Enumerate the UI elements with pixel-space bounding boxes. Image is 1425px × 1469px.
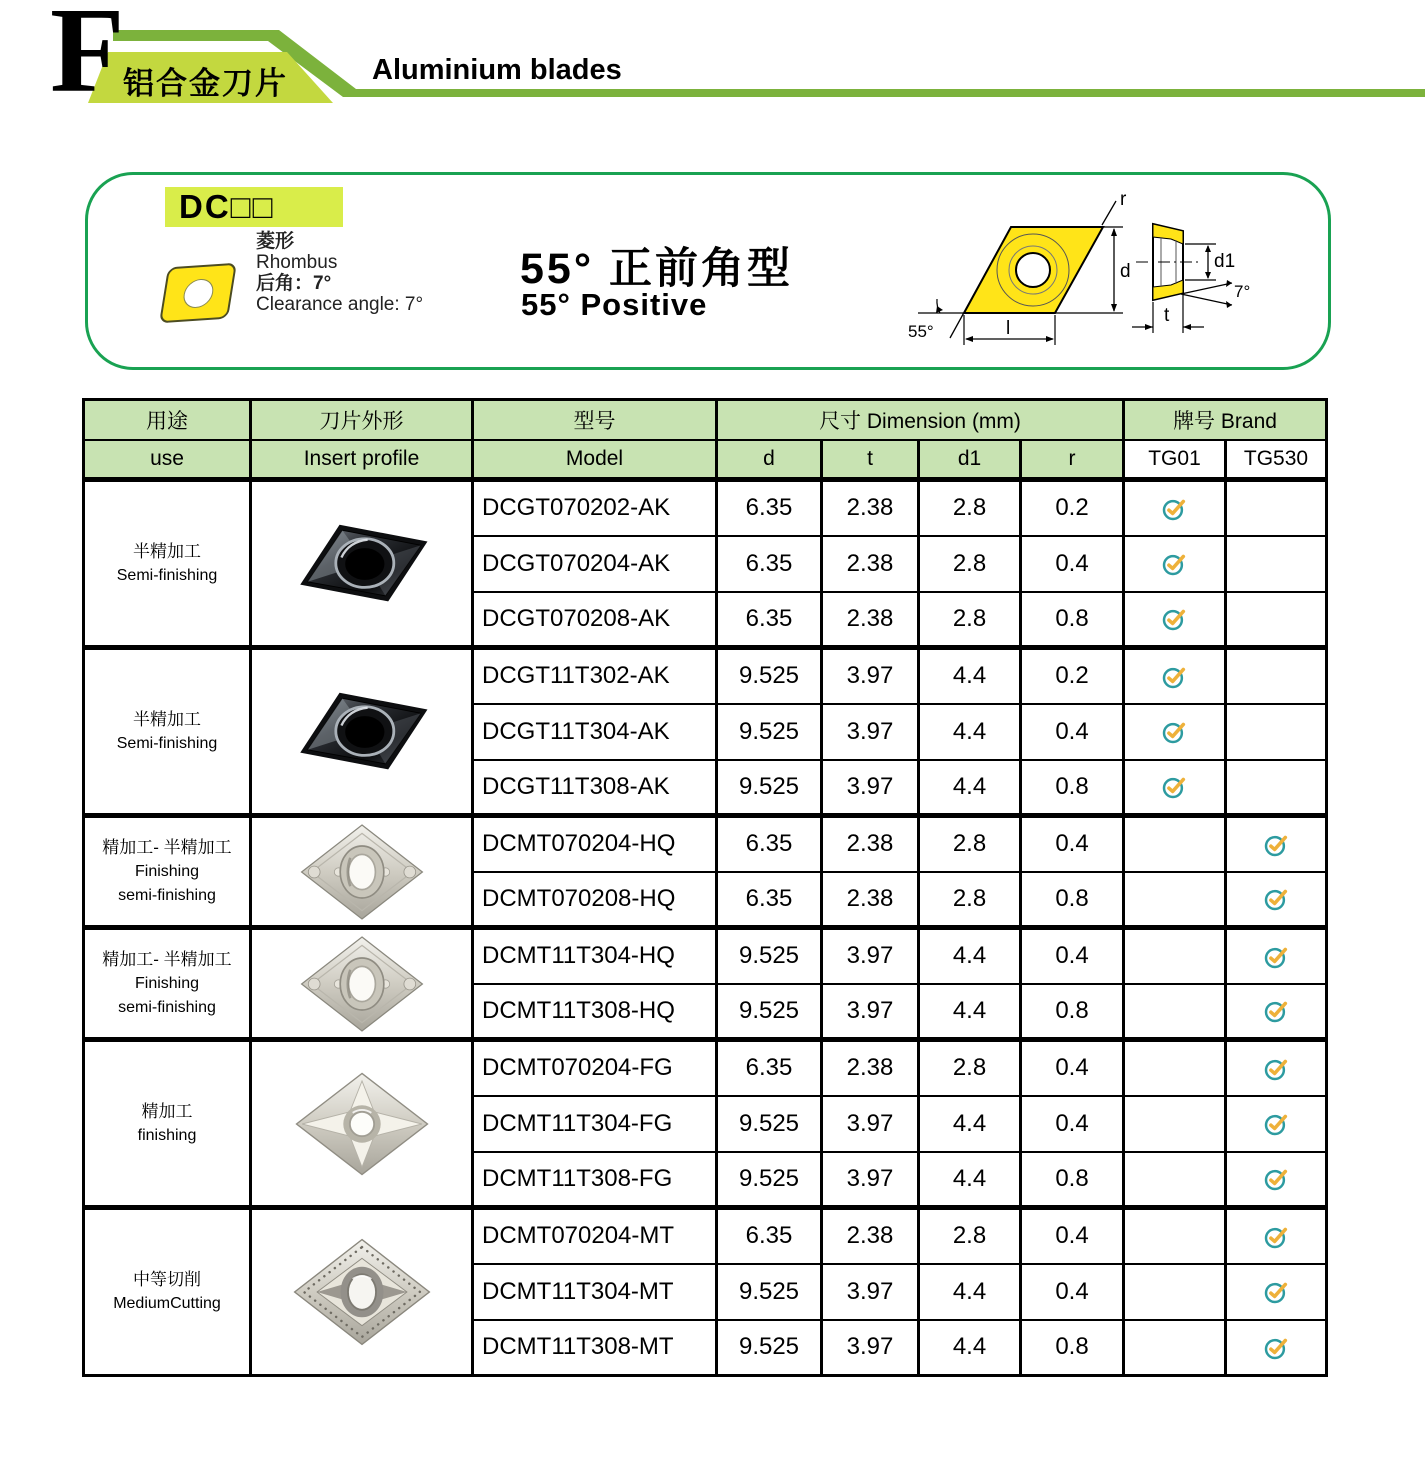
dim-d-cell: 9.525	[717, 760, 822, 816]
insert-photo-icon	[294, 932, 430, 1036]
tg530-cell	[1226, 1040, 1327, 1096]
dim-t-cell: 3.97	[822, 648, 919, 704]
dim-r-cell: 0.4	[1021, 1208, 1124, 1264]
dim-d1-cell: 4.4	[919, 648, 1021, 704]
tg01-cell	[1124, 1152, 1226, 1208]
dim-d1-cell: 4.4	[919, 760, 1021, 816]
tg01-cell	[1124, 1096, 1226, 1152]
tg530-cell	[1226, 1264, 1327, 1320]
col-header-brand: 牌号 Brand	[1124, 400, 1327, 440]
dim-d1-cell: 4.4	[919, 704, 1021, 760]
dim-label-55: 55°	[908, 322, 934, 341]
tg530-cell	[1226, 704, 1327, 760]
col-header-tg01: TG01	[1124, 440, 1226, 480]
table-group	[84, 1208, 1327, 1376]
dim-t-cell: 2.38	[822, 1040, 919, 1096]
tg01-cell	[1124, 816, 1226, 872]
dim-d-cell: 9.525	[717, 1152, 822, 1208]
col-header-d: d	[717, 440, 822, 480]
col-header-d1: d1	[919, 440, 1021, 480]
dim-d1-cell: 2.8	[919, 536, 1021, 592]
dim-d1-cell: 4.4	[919, 984, 1021, 1040]
use-cell: 精加工- 半精加工 Finishing semi-finishing	[84, 928, 251, 1040]
model-cell: DCMT070208-HQ	[473, 872, 717, 928]
insert-type-title-en: 55° Positive	[521, 287, 708, 322]
dim-d1-cell: 2.8	[919, 1208, 1021, 1264]
check-icon	[1161, 550, 1188, 577]
table-row	[84, 928, 1327, 984]
check-icon	[1263, 1278, 1290, 1305]
model-cell: DCGT070204-AK	[473, 536, 717, 592]
check-icon	[1161, 495, 1188, 522]
logo-letter: F	[50, 0, 125, 118]
use-cell: 精加工 finishing	[84, 1040, 251, 1208]
tg01-cell	[1124, 1320, 1226, 1376]
dim-label-l: l	[1006, 318, 1011, 339]
dim-d-cell: 6.35	[717, 816, 822, 872]
model-cell: DCGT070208-AK	[473, 592, 717, 648]
use-cell: 中等切削 MediumCutting	[84, 1208, 251, 1376]
dim-r-cell: 0.4	[1021, 1264, 1124, 1320]
dim-t-cell: 3.97	[822, 928, 919, 984]
model-cell: DCMT11T304-HQ	[473, 928, 717, 984]
clearance-angle-en: Clearance angle: 7°	[256, 294, 424, 315]
dim-d1-cell: 2.8	[919, 1040, 1021, 1096]
col-header-r: r	[1021, 440, 1124, 480]
dim-t-cell: 2.38	[822, 592, 919, 648]
dim-label-d: d	[1120, 261, 1131, 282]
dim-r-cell: 0.8	[1021, 984, 1124, 1040]
dim-r-cell: 0.4	[1021, 928, 1124, 984]
dim-d-cell: 9.525	[717, 1320, 822, 1376]
insert-profile-cell	[251, 928, 473, 1040]
dim-r-cell: 0.8	[1021, 872, 1124, 928]
dim-d-cell: 9.525	[717, 1096, 822, 1152]
dim-d-cell: 9.525	[717, 648, 822, 704]
check-icon	[1263, 1055, 1290, 1082]
tg530-cell	[1226, 1208, 1327, 1264]
tg530-cell	[1226, 872, 1327, 928]
check-icon	[1263, 1223, 1290, 1250]
dim-d1-cell: 2.8	[919, 816, 1021, 872]
tg01-cell	[1124, 872, 1226, 928]
col-header-t: t	[822, 440, 919, 480]
table-row	[84, 480, 1327, 536]
dim-r-cell: 0.8	[1021, 760, 1124, 816]
table-row	[84, 1208, 1327, 1264]
dim-t-cell: 2.38	[822, 816, 919, 872]
tg530-cell	[1226, 1320, 1327, 1376]
insert-photo-icon	[294, 820, 430, 924]
dim-d1-cell: 4.4	[919, 1096, 1021, 1152]
dim-r-cell: 0.2	[1021, 648, 1124, 704]
dim-r-cell: 0.8	[1021, 1152, 1124, 1208]
tg01-cell	[1124, 1040, 1226, 1096]
dim-r-cell: 0.8	[1021, 592, 1124, 648]
model-cell: DCMT070204-MT	[473, 1208, 717, 1264]
insert-profile-cell	[251, 480, 473, 648]
insert-photo-icon	[287, 1234, 437, 1350]
table-row	[84, 648, 1327, 704]
dim-label-7: 7°	[1234, 282, 1251, 301]
dim-t-cell: 2.38	[822, 872, 919, 928]
table-group	[84, 648, 1327, 816]
dim-t-cell: 2.38	[822, 480, 919, 536]
model-cell: DCMT11T304-FG	[473, 1096, 717, 1152]
col-header-use-en: use	[84, 440, 251, 480]
col-header-use-cn: 用途	[84, 400, 251, 440]
dim-label-t: t	[1164, 305, 1170, 326]
model-cell: DCGT070202-AK	[473, 480, 717, 536]
check-icon	[1263, 943, 1290, 970]
use-cell: 半精加工 Semi-finishing	[84, 480, 251, 648]
tg530-cell	[1226, 536, 1327, 592]
tg01-cell	[1124, 592, 1226, 648]
table-header	[84, 400, 1327, 480]
series-code-label: DC□□	[165, 187, 343, 227]
dim-r-cell: 0.4	[1021, 1040, 1124, 1096]
table-group	[84, 1040, 1327, 1208]
col-header-model-en: Model	[473, 440, 717, 480]
tg530-cell	[1226, 816, 1327, 872]
dim-t-cell: 2.38	[822, 1208, 919, 1264]
check-icon	[1161, 605, 1188, 632]
dim-d-cell: 9.525	[717, 984, 822, 1040]
dimension-diagram	[880, 187, 1320, 357]
dim-d-cell: 9.525	[717, 1264, 822, 1320]
shape-name-en: Rhombus	[256, 252, 338, 273]
tg530-cell	[1226, 480, 1327, 536]
check-icon	[1263, 885, 1290, 912]
check-icon	[1161, 773, 1188, 800]
check-icon	[1263, 1165, 1290, 1192]
rhombus-shape-icon	[159, 263, 237, 324]
col-header-profile-en: Insert profile	[251, 440, 473, 480]
dim-r-cell: 0.8	[1021, 1320, 1124, 1376]
col-header-dimension: 尺寸 Dimension (mm)	[717, 400, 1124, 440]
col-header-profile-cn: 刀片外形	[251, 400, 473, 440]
dim-t-cell: 3.97	[822, 984, 919, 1040]
tg01-cell	[1124, 648, 1226, 704]
dim-r-cell: 0.4	[1021, 704, 1124, 760]
check-icon	[1263, 1110, 1290, 1137]
dim-t-cell: 3.97	[822, 1096, 919, 1152]
tg530-cell	[1226, 984, 1327, 1040]
dim-d1-cell: 4.4	[919, 928, 1021, 984]
model-cell: DCMT11T308-HQ	[473, 984, 717, 1040]
page-title: Aluminium blades	[372, 54, 622, 86]
dim-d1-cell: 2.8	[919, 480, 1021, 536]
dim-t-cell: 2.38	[822, 536, 919, 592]
check-icon	[1161, 718, 1188, 745]
dim-d-cell: 6.35	[717, 536, 822, 592]
dim-t-cell: 3.97	[822, 1320, 919, 1376]
col-header-tg530: TG530	[1226, 440, 1327, 480]
insert-profile-cell	[251, 648, 473, 816]
insert-photo-icon	[287, 506, 437, 622]
tg530-cell	[1226, 928, 1327, 984]
tg01-cell	[1124, 480, 1226, 536]
table-group	[84, 816, 1327, 928]
front-view-hole	[1016, 253, 1050, 287]
dim-r-cell: 0.4	[1021, 536, 1124, 592]
tg530-cell	[1226, 760, 1327, 816]
dim-d1-cell: 2.8	[919, 592, 1021, 648]
tg01-cell	[1124, 1208, 1226, 1264]
dim-d1-cell: 4.4	[919, 1152, 1021, 1208]
dim-d-cell: 9.525	[717, 704, 822, 760]
tg530-cell	[1226, 648, 1327, 704]
use-cell: 精加工- 半精加工 Finishing semi-finishing	[84, 816, 251, 928]
dim-t-cell: 3.97	[822, 1264, 919, 1320]
clearance-angle-cn: 后角：7°	[256, 273, 332, 294]
tg01-cell	[1124, 536, 1226, 592]
insert-profile-cell	[251, 1208, 473, 1376]
check-icon	[1161, 663, 1188, 690]
insert-photo-icon	[287, 1066, 437, 1182]
spec-table	[82, 398, 1328, 1377]
model-cell: DCMT070204-FG	[473, 1040, 717, 1096]
dim-t-cell: 3.97	[822, 704, 919, 760]
dim-d1-cell: 4.4	[919, 1320, 1021, 1376]
model-cell: DCGT11T302-AK	[473, 648, 717, 704]
model-cell: DCMT070204-HQ	[473, 816, 717, 872]
check-icon	[1263, 997, 1290, 1024]
model-cell: DCGT11T304-AK	[473, 704, 717, 760]
tg01-cell	[1124, 760, 1226, 816]
table-group	[84, 480, 1327, 648]
rhombus-hole	[181, 278, 215, 309]
dim-d-cell: 6.35	[717, 872, 822, 928]
table-row	[84, 816, 1327, 872]
dim-r-cell: 0.2	[1021, 480, 1124, 536]
dim-t-cell: 3.97	[822, 1152, 919, 1208]
dim-d-cell: 9.525	[717, 928, 822, 984]
model-cell: DCMT11T308-FG	[473, 1152, 717, 1208]
check-icon	[1263, 1334, 1290, 1361]
logo-chinese-title: 铝合金刀片	[123, 66, 288, 101]
insert-type-title-cn: 55° 正前角型	[520, 245, 793, 293]
tg530-cell	[1226, 592, 1327, 648]
table-row	[84, 1040, 1327, 1096]
tg01-cell	[1124, 1264, 1226, 1320]
dim-r-cell: 0.4	[1021, 816, 1124, 872]
dim-d-cell: 6.35	[717, 1040, 822, 1096]
dim-d-cell: 6.35	[717, 592, 822, 648]
product-info-box	[85, 172, 1331, 370]
dim-label-d1: d1	[1214, 251, 1236, 272]
tg530-cell	[1226, 1152, 1327, 1208]
tg01-cell	[1124, 928, 1226, 984]
tg01-cell	[1124, 984, 1226, 1040]
col-header-model-cn: 型号	[473, 400, 717, 440]
model-cell: DCGT11T308-AK	[473, 760, 717, 816]
insert-photo-icon	[287, 674, 437, 790]
tg01-cell	[1124, 704, 1226, 760]
use-cell: 半精加工 Semi-finishing	[84, 648, 251, 816]
insert-profile-cell	[251, 816, 473, 928]
dim-d-cell: 6.35	[717, 480, 822, 536]
dim-r-cell: 0.4	[1021, 1096, 1124, 1152]
dim-t-cell: 3.97	[822, 760, 919, 816]
model-cell: DCMT11T308-MT	[473, 1320, 717, 1376]
check-icon	[1263, 831, 1290, 858]
shape-name-cn: 菱形	[256, 231, 295, 252]
shape-description	[256, 231, 423, 315]
tg530-cell	[1226, 1096, 1327, 1152]
dim-d1-cell: 2.8	[919, 872, 1021, 928]
table-group	[84, 928, 1327, 1040]
dim-label-r: r	[1120, 189, 1127, 210]
insert-profile-cell	[251, 1040, 473, 1208]
dim-d-cell: 6.35	[717, 1208, 822, 1264]
dim-d1-cell: 4.4	[919, 1264, 1021, 1320]
model-cell: DCMT11T304-MT	[473, 1264, 717, 1320]
